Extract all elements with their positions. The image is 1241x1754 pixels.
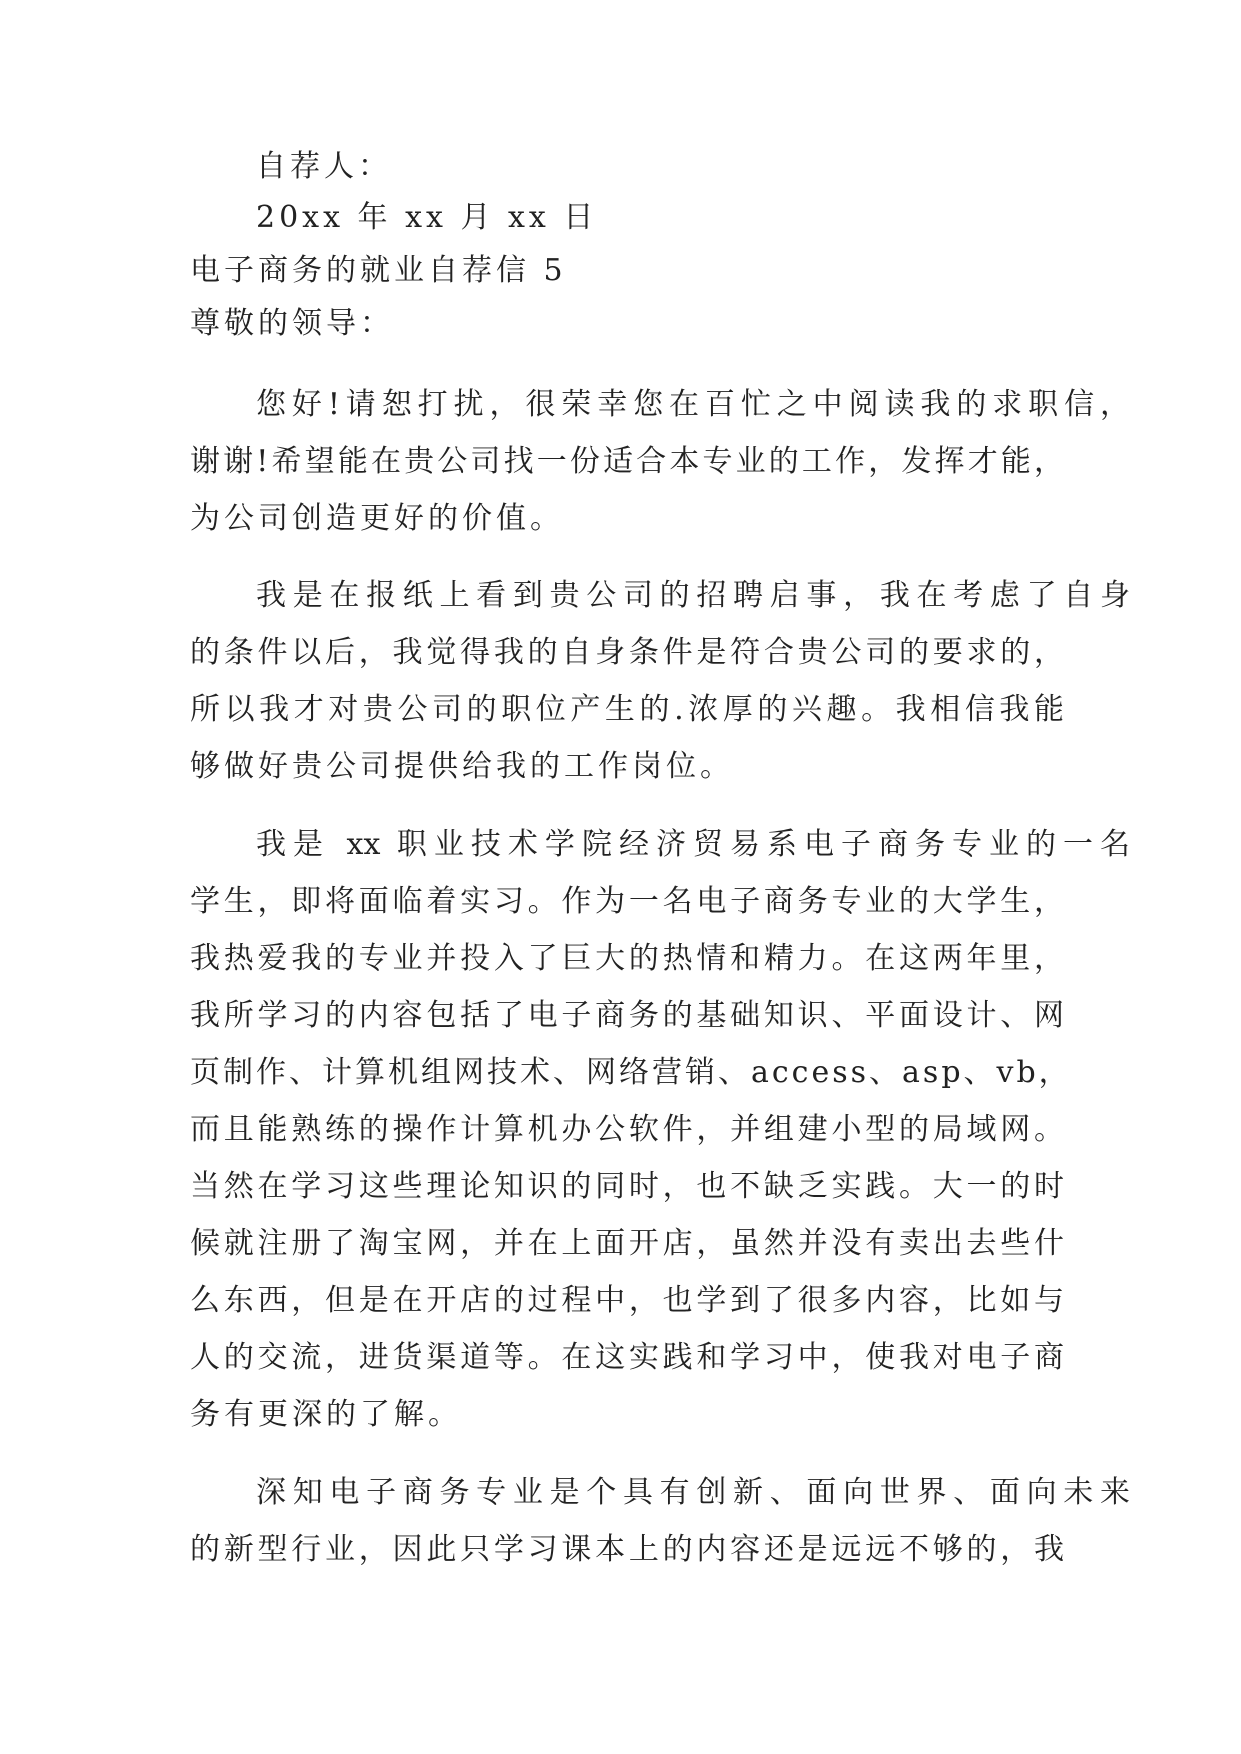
- paragraph-line: 务有更深的了解。: [190, 1397, 462, 1432]
- paragraph-line: 我是 xx 职业技术学院经济贸易系电子商务专业的一名: [256, 827, 1130, 862]
- paragraph-line: 而且能熟练的操作计算机办公软件，并组建小型的局域网。: [190, 1112, 1064, 1147]
- signature-label: 自荐人：: [256, 149, 392, 184]
- salutation: 尊敬的领导：: [190, 306, 394, 341]
- paragraph-line: 够做好贵公司提供给我的工作岗位。: [190, 749, 734, 784]
- paragraph-line: 为公司创造更好的价值。: [190, 501, 564, 536]
- paragraph-line: 所以我才对贵公司的职位产生的.浓厚的兴趣。我相信我能: [190, 692, 1064, 727]
- paragraph-line: 谢谢!希望能在贵公司找一份适合本专业的工作，发挥才能，: [190, 444, 1064, 479]
- paragraph-line: 的新型行业，因此只学习课本上的内容还是远远不够的，我: [190, 1532, 1064, 1567]
- paragraph-line: 我所学习的内容包括了电子商务的基础知识、平面设计、网: [190, 998, 1064, 1033]
- paragraph-line: 候就注册了淘宝网，并在上面开店，虽然并没有卖出去些什: [190, 1226, 1064, 1261]
- paragraph-line: 页制作、计算机组网技术、网络营销、access、asp、vb，: [190, 1055, 1072, 1090]
- paragraph-line: 人的交流，进货渠道等。在这实践和学习中，使我对电子商: [190, 1340, 1064, 1375]
- paragraph-line: 我热爱我的专业并投入了巨大的热情和精力。在这两年里，: [190, 941, 1064, 976]
- paragraph-line: 您好!请恕打扰，很荣幸您在百忙之中阅读我的求职信，: [256, 387, 1130, 422]
- letter-title: 电子商务的就业自荐信 5: [190, 253, 567, 288]
- date-line: 20xx 年 xx 月 xx 日: [256, 200, 598, 235]
- paragraph-line: 深知电子商务专业是个具有创新、面向世界、面向未来: [256, 1475, 1130, 1510]
- paragraph-line: 学生，即将面临着实习。作为一名电子商务专业的大学生，: [190, 884, 1064, 919]
- paragraph-line: 当然在学习这些理论知识的同时，也不缺乏实践。大一的时: [190, 1169, 1064, 1204]
- paragraph-line: 我是在报纸上看到贵公司的招聘启事，我在考虑了自身: [256, 578, 1130, 613]
- paragraph-line: 的条件以后，我觉得我的自身条件是符合贵公司的要求的，: [190, 635, 1064, 670]
- paragraph-line: 么东西，但是在开店的过程中，也学到了很多内容，比如与: [190, 1283, 1064, 1318]
